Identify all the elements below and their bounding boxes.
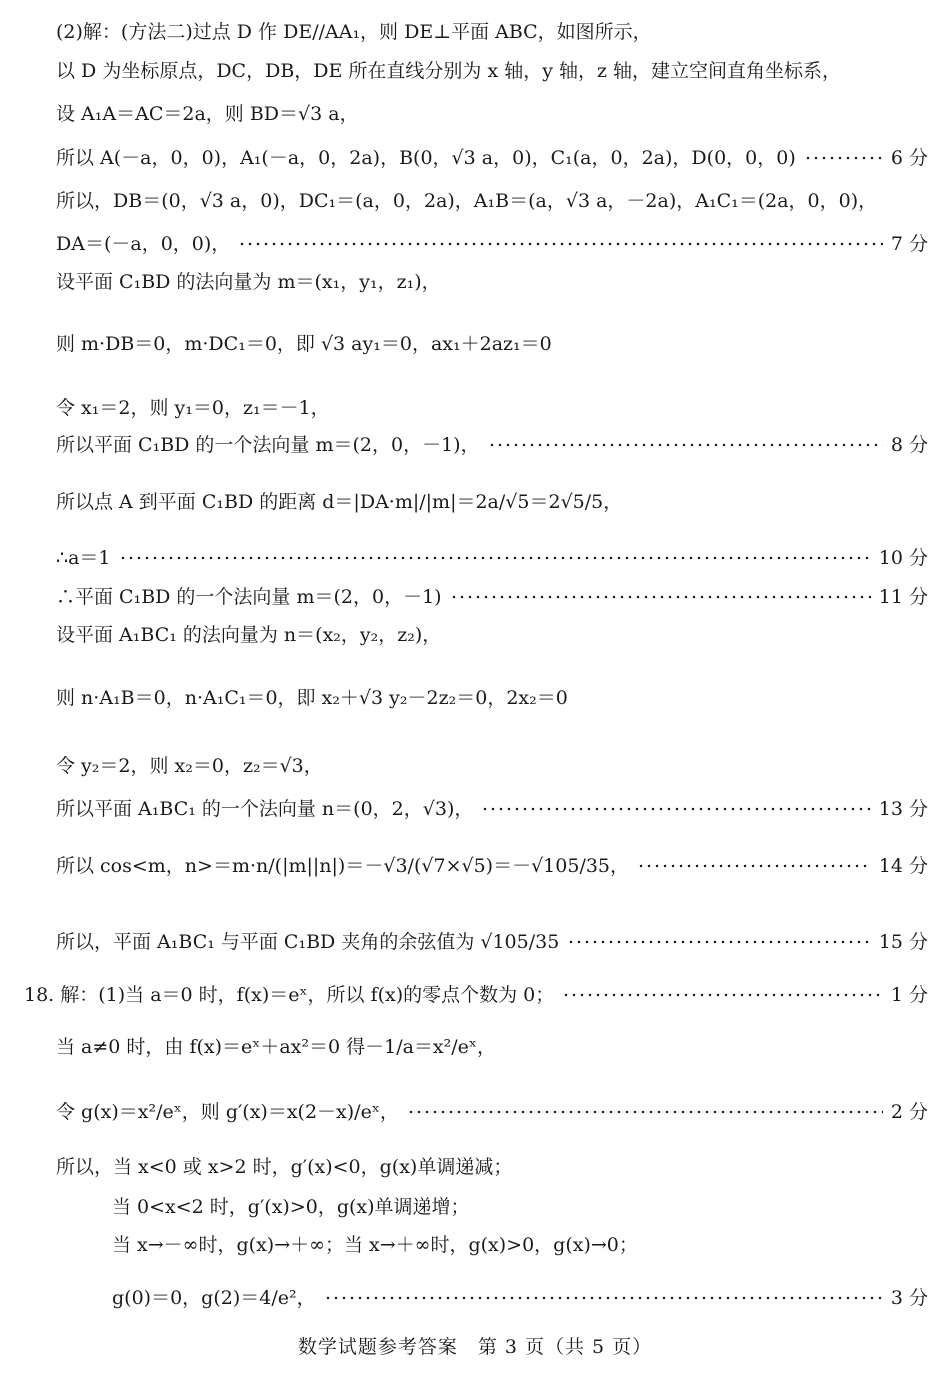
line-text: 设平面 C₁BD 的法向量为 m＝(x₁，y₁，z₁)，: [56, 271, 441, 293]
leader-dots: [637, 864, 871, 868]
line-text: 所以点 A 到平面 C₁BD 的距离 d＝|DA·m|/|m|＝2a/√5＝2√5/5，: [56, 491, 623, 513]
problem-18-line-2: [56, 1033, 928, 1061]
solution-line-12: [56, 544, 928, 572]
solution-line-10: [56, 431, 928, 459]
line-text: (2)解：(方法二)过点 D 作 DE//AA₁，则 DE⊥平面 ABC，如图所示，: [56, 21, 652, 43]
leader-dots: [450, 595, 871, 599]
line-text: 令 g(x)＝x²/eˣ，则 g′(x)＝x(2－x)/eˣ，: [56, 1101, 399, 1123]
score-label: 1 分: [890, 984, 928, 1006]
solution-line-16: [56, 752, 928, 780]
solution-line-5: [56, 187, 928, 215]
line-text: 所以 A(－a，0，0)，A₁(－a，0，2a)，B(0，√3 a，0)，C₁(a，0，2a)，D(0，0，0): [56, 147, 796, 169]
score-label: 8 分: [890, 434, 928, 456]
leader-dots: [567, 940, 870, 944]
problem-18-line-4: [56, 1153, 928, 1181]
equation-system: 则 n·A₁B＝0，n·A₁C₁＝0，即 x₂＋√3 y₂－2z₂＝0，2x₂＝0: [56, 687, 568, 709]
line-text: 当 0<x<2 时，g′(x)>0，g(x)单调递增；: [112, 1196, 470, 1218]
solution-line-17: [56, 795, 928, 823]
page-footer: 数学试题参考答案 第 3 页（共 5 页）: [297, 1336, 653, 1358]
solution-line-9: [56, 394, 928, 422]
line-text: 令 x₁＝2，则 y₁＝0，z₁＝－1，: [56, 397, 330, 419]
solution-line-15: [56, 672, 928, 724]
solution-line-7: [56, 268, 928, 296]
line-text: 所以，DB＝(0，√3 a，0)，DC₁＝(a，0，2a)，A₁B＝(a，√3 a，－2a)，A₁C₁＝(2a，0，0)，: [56, 190, 878, 212]
leader-dots: [324, 1296, 883, 1300]
leader-dots: [804, 156, 883, 160]
leader-dots: [562, 993, 883, 997]
solution-line-6: [56, 230, 928, 258]
line-text: g(0)＝0，g(2)＝4/e²，: [112, 1287, 316, 1309]
line-text: 当 x→－∞时，g(x)→＋∞；当 x→＋∞时，g(x)>0，g(x)→0；: [112, 1234, 638, 1256]
solution-line-19: [56, 928, 928, 956]
line-text: 所以，平面 A₁BC₁ 与平面 C₁BD 夹角的余弦值为 √105/35: [56, 931, 560, 953]
solution-line-18: [56, 852, 928, 880]
leader-dots: [407, 1110, 883, 1114]
score-label: 11 分: [878, 586, 928, 608]
leader-dots: [488, 443, 883, 447]
equation-system: 则 m·DB＝0，m·DC₁＝0，即 √3 ay₁＝0，ax₁＋2az₁＝0: [56, 333, 552, 355]
problem-18-line-3: [56, 1098, 928, 1126]
score-label: 14 分: [878, 855, 928, 877]
problem-18-line-7: [112, 1284, 928, 1312]
line-text: 所以，当 x<0 或 x>2 时，g′(x)<0，g(x)单调递减；: [56, 1156, 513, 1178]
line-text: 所以平面 C₁BD 的一个法向量 m＝(2，0，－1)，: [56, 434, 480, 456]
line-text: ∴平面 C₁BD 的一个法向量 m＝(2，0，－1): [56, 586, 442, 608]
problem-18-line-1: [24, 981, 928, 1009]
solution-line-14: [56, 621, 928, 649]
solution-line-8: [56, 318, 928, 370]
score-label: 15 分: [878, 931, 928, 953]
line-text: 令 y₂＝2，则 x₂＝0，z₂＝√3，: [56, 755, 323, 777]
line-text: 设 A₁A＝AC＝2a，则 BD＝√3 a，: [56, 103, 359, 125]
line-text: 18. 解：(1)当 a＝0 时，f(x)＝eˣ，所以 f(x)的零点个数为 0；: [24, 984, 555, 1006]
line-text: DA＝(－a，0，0)，: [56, 233, 231, 255]
score-label: 3 分: [890, 1287, 928, 1309]
leader-dots: [238, 242, 883, 246]
solution-line-11: [56, 488, 928, 516]
line-text: ∴a＝1: [56, 547, 111, 569]
line-text: 设平面 A₁BC₁ 的法向量为 n＝(x₂，y₂，z₂)，: [56, 624, 442, 646]
problem-18-line-6: [112, 1231, 928, 1259]
solution-line-4: [56, 144, 928, 172]
line-text: 当 a≠0 时，由 f(x)＝eˣ＋ax²＝0 得－1/a＝x²/eˣ，: [56, 1036, 496, 1058]
score-label: 10 分: [878, 547, 928, 569]
solution-line-3: [56, 100, 928, 128]
solution-line-2: [56, 57, 928, 85]
solution-line-1: [56, 18, 928, 46]
line-text: 所以 cos<m，n>＝m·n/(|m||n|)＝－√3/(√7×√5)＝－√105/35，: [56, 855, 630, 877]
score-label: 2 分: [890, 1101, 928, 1123]
score-label: 13 分: [878, 798, 928, 820]
score-label: 7 分: [890, 233, 928, 255]
leader-dots: [481, 807, 870, 811]
line-text: 以 D 为坐标原点，DC，DB，DE 所在直线分别为 x 轴，y 轴，z 轴，建立空间直角坐标系，: [56, 60, 842, 82]
leader-dots: [119, 556, 871, 560]
line-text: 所以平面 A₁BC₁ 的一个法向量 n＝(0，2，√3)，: [56, 798, 474, 820]
problem-18-line-5: [112, 1193, 928, 1221]
solution-line-13: [56, 583, 928, 611]
score-label: 6 分: [890, 147, 928, 169]
